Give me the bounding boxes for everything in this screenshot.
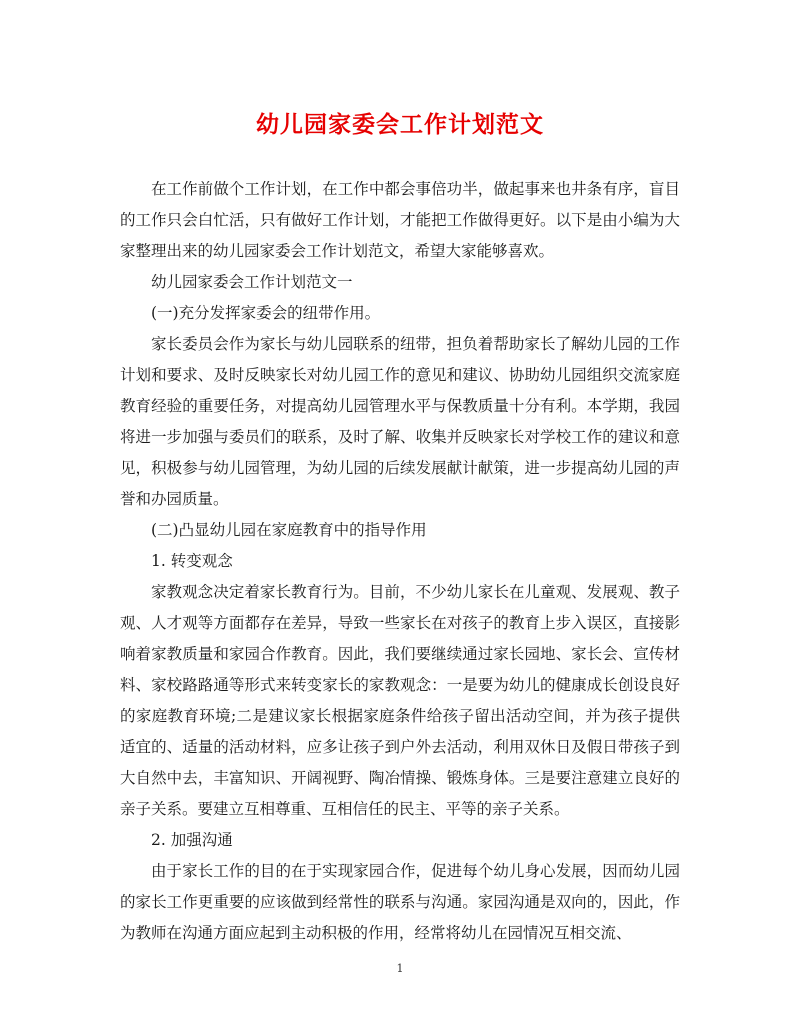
document-title: 幼儿园家委会工作计划范文 [256,111,544,138]
subheading-2: (二)凸显幼儿园在家庭教育中的指导作用 [151,521,427,539]
paragraph: 家教观念决定着家长教育行为。目前，不少幼儿家长在儿童观、发展观、教子观、人才观等方面都存在差异，导致一些家长在对孩子的教育上步入误区，直接影响着家教质量和家园合作教育。因此，我们要继续通过家长园地、家长会、宣传材料、家校路路通等形式来转变家长的家教观念：一是要为幼儿的健康成长创设良好的家庭教育环境;二是建议家长根据家庭条件给孩子留出活动空间，并为孩子提供适宜的、适量的活动材料，应多让孩子到户外去活动，利用双休日及假日带孩子到大自然中去，丰富知识、开阔视野、陶冶情操、锻炼身体。三是要注意建立良好的亲子关系。要建立互相尊重、互相信任的民主、平等的亲子关系。 [120,583,680,818]
paragraph: 由于家长工作的目的在于实现家园合作，促进每个幼儿身心发展，因而幼儿园的家长工作更重要的应该做到经常性的联系与沟通。家园沟通是双向的，因此，作为教师在沟通方面应起到主动积极的作用，经常将幼儿在园情况互相交流、 [120,862,680,942]
item-heading-1: 1. 转变观念 [151,552,233,570]
paragraph-intro: 在工作前做个工作计划，在工作中都会事倍功半，做起事来也井条有序，盲目的工作只会白忙活，只有做好工作计划，才能把工作做得更好。以下是由小编为大家整理出来的幼儿园家委会工作计划范文，希望大家能够喜欢。 [120,180,680,260]
item-heading-2: 2. 加强沟通 [151,831,233,849]
page-number: 1 [396,962,404,975]
document-body [120,174,680,949]
section-heading: 幼儿园家委会工作计划范文一 [151,273,353,291]
paragraph: 家长委员会作为家长与幼儿园联系的纽带，担负着帮助家长了解幼儿园的工作计划和要求、及时反映家长对幼儿园工作的意见和建议、协助幼儿园组织交流家庭教育经验的重要任务，对提高幼儿园管理水平与保教质量十分有利。本学期，我园将进一步加强与委员们的联系，及时了解、收集并反映家长对学校工作的建议和意见，积极参与幼儿园管理，为幼儿园的后续发展献计献策，进一步提高幼儿园的声誉和办园质量。 [120,335,680,508]
subheading-1: (一)充分发挥家委会的纽带作用。 [151,304,381,322]
